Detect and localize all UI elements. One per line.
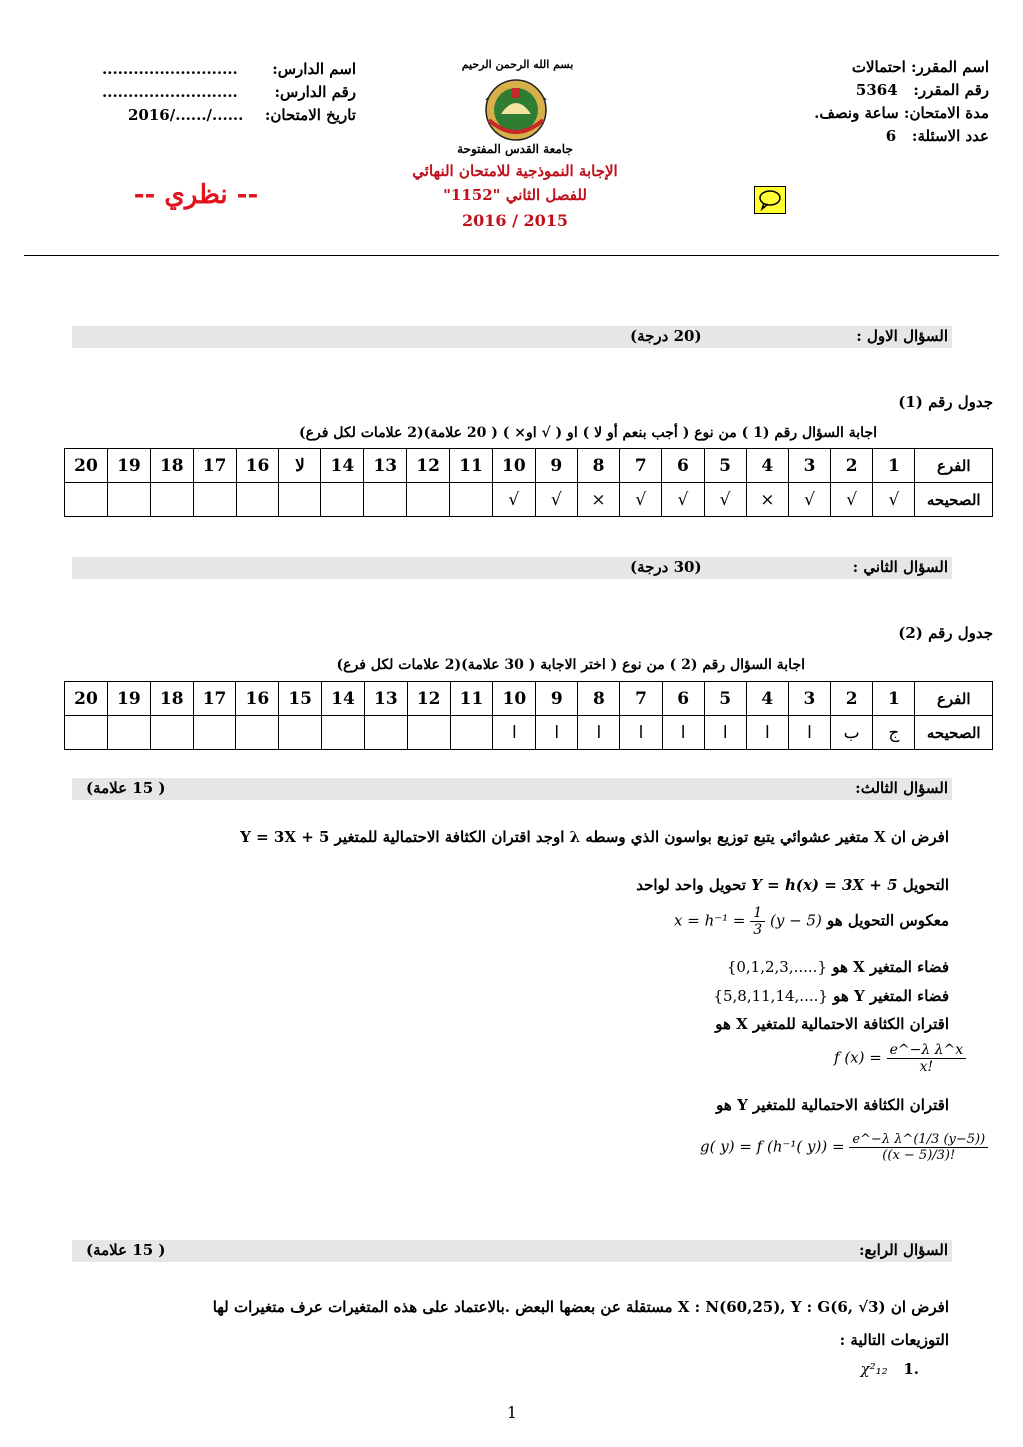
q2-answer-cell: ا: [578, 716, 620, 750]
q3-pdf-y: g( y) = f (h⁻¹( y)) = $\frac{\text{e\textasciicircum{}−λ λ\textasciicircum{}(1/3 (y−5))}}{((x - 5)/3)!}$: [700, 1132, 988, 1163]
q2-answer-cell: ا: [493, 716, 536, 750]
q1-instruction: اجابة السؤال رقم (1 ) من نوع ( أجب بنعم أو لا ) او ( √ او× ) ( 20 علامة)(2 علامات لكل فرع): [299, 425, 877, 441]
q3-title: السؤال الثالث:: [855, 779, 948, 797]
q1-branch-cell: 18: [150, 449, 193, 483]
q2-answer-cell: ا: [662, 716, 704, 750]
student-name-row: .......................... اسم الدارس:: [102, 60, 356, 78]
q4-title: السؤال الرابع:: [858, 1241, 948, 1259]
q2-branch-cell: 4: [746, 682, 788, 716]
comment-icon[interactable]: [754, 186, 786, 214]
exam-title-line1: الإجابة النموذجية للامتحان النهائي: [412, 162, 618, 180]
q4-points: ( 15 علامة): [86, 1241, 166, 1259]
q2-answer-cell: [364, 716, 407, 750]
q2-answer-cell: [65, 716, 108, 750]
q2-branch-cell: 20: [65, 682, 108, 716]
course-info: [729, 56, 989, 148]
exam-title-line2: للفصل الثاني "1152": [443, 186, 587, 204]
q1-answer-cell: √: [704, 483, 746, 517]
basmala: بسم الله الرحمن الرحيم: [461, 58, 574, 71]
q3-space-x: فضاء المتغير X هو {0,1,2,3,.....}: [726, 958, 949, 976]
exam-title-line3: 2016 / 2015: [461, 211, 569, 230]
q2-branch-header: الفرع: [915, 682, 993, 716]
q2-branch-cell: 16: [236, 682, 279, 716]
q2-branch-cell: 3: [788, 682, 830, 716]
q1-answer-cell: [279, 483, 321, 517]
q1-branch-header: الفرع: [915, 449, 993, 483]
q3-pdf-x-label: اقتران الكثافة الاحتمالية للمتغير X هو: [715, 1015, 949, 1033]
q2-answer-cell: [322, 716, 365, 750]
q2-answer-header: الصحيحه: [915, 716, 993, 750]
q1-answer-cell: [150, 483, 193, 517]
q1-answer-cell: √: [662, 483, 704, 517]
q2-branch-cell: 10: [493, 682, 536, 716]
q2-answer-cell: [193, 716, 236, 750]
q3-space-y: فضاء المتغير Y هو {5,8,11,14,....}: [713, 987, 949, 1005]
q4-statement: افرض ان X : N(60,25), Y : G(6, √3) مستقلة عن بعضها البعض .بالاعتماد على هذه المتغيرات عرف متغيرات لها: [212, 1298, 949, 1316]
q1-title: السؤال الاول :: [856, 327, 948, 345]
university-logo: [477, 70, 555, 142]
course-no-row: رقم المقرر: 5364: [855, 81, 989, 99]
q1-branch-cell: 17: [193, 449, 236, 483]
student-info: [96, 58, 356, 127]
university-name: جامعة القدس المفتوحة: [457, 142, 573, 156]
q2-answer-cell: [150, 716, 193, 750]
q2-answer-cell: [279, 716, 322, 750]
q1-answer-cell: √: [788, 483, 830, 517]
q1-branch-cell: 5: [704, 449, 746, 483]
q3-pdf-y-label: اقتران الكثافة الاحتمالية للمتغير Y هو: [716, 1096, 949, 1114]
q2-branch-cell: 14: [322, 682, 365, 716]
q2-branch-cell: 15: [279, 682, 322, 716]
q1-branch-cell: 9: [535, 449, 577, 483]
q1-answer-cell: [407, 483, 450, 517]
q1-branch-cell: لا: [279, 449, 321, 483]
duration-row: مدة الامتحان: ساعة ونصف.: [814, 104, 989, 122]
q1-branch-cell: 14: [321, 449, 364, 483]
q2-branch-cell: 11: [450, 682, 493, 716]
q1-answer-cell: [364, 483, 407, 517]
q2-answer-cell: ا: [704, 716, 746, 750]
q1-branch-cell: 11: [450, 449, 493, 483]
q3-title-bar: [72, 778, 952, 800]
q2-branch-cell: 8: [578, 682, 620, 716]
q4-item1: .1 χ²₁₂: [860, 1360, 919, 1378]
q1-branch-cell: 12: [407, 449, 450, 483]
q1-branch-cell: 2: [831, 449, 873, 483]
q1-answer-cell: [450, 483, 493, 517]
q2-answer-table: [64, 681, 993, 750]
q1-answer-cell: √: [535, 483, 577, 517]
exam-date-row: 2016/....../...... تاريخ الامتحان:: [128, 106, 356, 124]
q1-branch-cell: 19: [107, 449, 150, 483]
q1-branch-cell: 8: [577, 449, 619, 483]
q1-answer-cell: [107, 483, 150, 517]
q3-statement: افرض ان X متغير عشوائي يتبع توزيع بواسون الذي وسطه λ اوجد اقتران الكثافة الاحتمالية للمتغير Y = 3X + 5: [240, 828, 949, 846]
q2-points: (30 درجة): [630, 558, 702, 576]
q2-branch-cell: 17: [193, 682, 236, 716]
q1-branch-cell: 20: [65, 449, 108, 483]
q2-instruction: اجابة السؤال رقم (2 ) من نوع ( اختر الاجابة ( 30 علامة)(2 علامات لكل فرع): [336, 657, 805, 673]
q1-branch-cell: 7: [620, 449, 662, 483]
q2-branch-cell: 9: [536, 682, 578, 716]
q3-points: ( 15 علامة): [86, 779, 166, 797]
q4-statement2: التوزيعات التالية :: [839, 1331, 949, 1349]
q2-answer-cell: ج: [873, 716, 915, 750]
q2-answer-cell: ا: [536, 716, 578, 750]
q2-branch-cell: 19: [107, 682, 150, 716]
q1-answer-header: الصحيحه: [915, 483, 993, 517]
q1-branch-cell: 6: [662, 449, 704, 483]
q2-branch-cell: 5: [704, 682, 746, 716]
q1-branch-cell: 4: [746, 449, 788, 483]
q1-answer-cell: √: [620, 483, 662, 517]
q2-branch-cell: 7: [620, 682, 662, 716]
q1-answer-cell: [321, 483, 364, 517]
q1-answer-cell: ×: [577, 483, 619, 517]
q2-answer-row: [65, 716, 993, 750]
questions-row: عدد الاسئلة: 6: [885, 127, 989, 145]
course-name-row: اسم المقرر: احتمالات: [851, 58, 989, 76]
q2-branch-cell: 18: [150, 682, 193, 716]
q2-answer-cell: ا: [620, 716, 662, 750]
q1-answer-cell: [193, 483, 236, 517]
q1-answer-table: [64, 448, 993, 517]
q1-branch-row: [65, 449, 993, 483]
q3-pdf-x: f (x) = $\frac{\text{e\textasciicircum{}−λ λ\textasciicircum{}x}}{x!}$: [834, 1042, 966, 1075]
q2-table-label: جدول رقم (2): [898, 624, 993, 642]
q2-title-bar: [72, 557, 952, 579]
q1-title-bar: [72, 326, 952, 348]
page-number: 1: [506, 1403, 518, 1422]
q2-answer-cell: ب: [831, 716, 873, 750]
q1-answer-cell: √: [873, 483, 915, 517]
q2-branch-cell: 2: [831, 682, 873, 716]
q2-branch-cell: 13: [364, 682, 407, 716]
exam-type-label: -- نظري --: [133, 180, 259, 210]
q1-branch-cell: 1: [873, 449, 915, 483]
q1-answer-cell: √: [492, 483, 535, 517]
q2-answer-cell: ا: [788, 716, 830, 750]
q2-answer-cell: ا: [746, 716, 788, 750]
q3-inverse: معكوس التحويل هو x = h⁻¹ = $\frac{1}{3}$ (y − 5): [674, 905, 949, 938]
q2-answer-cell: [407, 716, 450, 750]
student-no-row: .......................... رقم الدارس:: [102, 83, 356, 101]
q1-answer-cell: ×: [746, 483, 788, 517]
q2-answer-cell: [107, 716, 150, 750]
q1-branch-cell: 3: [788, 449, 830, 483]
q2-branch-cell: 1: [873, 682, 915, 716]
q1-answer-cell: √: [831, 483, 873, 517]
q1-branch-cell: 16: [236, 449, 279, 483]
q1-branch-cell: 10: [492, 449, 535, 483]
q2-title: السؤال الثاني :: [852, 558, 948, 576]
q2-branch-cell: 6: [662, 682, 704, 716]
q1-answer-row: [65, 483, 993, 517]
header-divider: [24, 255, 999, 256]
q2-branch-cell: 12: [407, 682, 450, 716]
q1-answer-cell: [65, 483, 108, 517]
q2-answer-cell: [450, 716, 493, 750]
q2-answer-cell: [236, 716, 279, 750]
q3-transform: التحويل Y = h(x) = 3X + 5 تحويل واحد لواحد: [636, 876, 949, 894]
q1-points: (20 درجة): [630, 327, 702, 345]
q1-table-label: جدول رقم (1): [898, 393, 993, 411]
q1-branch-cell: 13: [364, 449, 407, 483]
q1-answer-cell: [236, 483, 279, 517]
q2-branch-row: [65, 682, 993, 716]
q4-title-bar: [72, 1240, 952, 1262]
